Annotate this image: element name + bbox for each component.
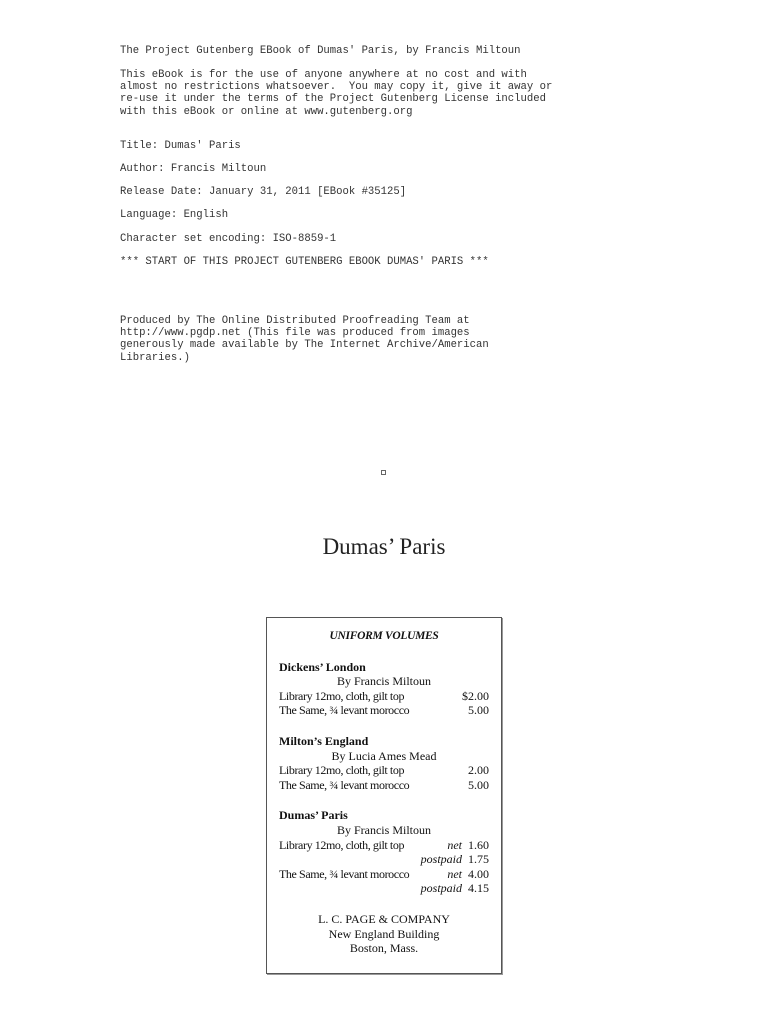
- price-qualifier: net: [447, 837, 462, 852]
- price-value: 5.00: [468, 703, 489, 718]
- header-ebook-line: The Project Gutenberg EBook of Dumas' Paris, by Francis Miltoun: [120, 45, 521, 57]
- publisher-building: New England Building: [328, 926, 440, 941]
- price-qualifier: net: [447, 866, 462, 881]
- volume-entry: [279, 660, 489, 718]
- edition-label: Library 12mo, cloth, gilt top: [279, 763, 405, 778]
- price-row: [279, 689, 489, 704]
- start-marker-line: *** START OF THIS PROJECT GUTENBERG EBOOK DUMAS' PARIS ***: [120, 256, 489, 268]
- meta-title: Title: Dumas' Paris: [120, 140, 241, 152]
- price-value: 1.60: [468, 837, 489, 852]
- volume-title: Dickens’ London: [279, 659, 366, 674]
- edition-label: The Same, ¾ levant morocco: [279, 866, 410, 881]
- price-row: [279, 703, 489, 718]
- meta-language: Language: English: [120, 209, 229, 221]
- publisher-block: [279, 912, 489, 956]
- meta-release-date: Release Date: January 31, 2011 [EBook #35125]: [120, 186, 407, 198]
- price-row: [279, 838, 489, 853]
- meta-author: Author: Francis Miltoun: [120, 163, 267, 175]
- box-heading: UNIFORM VOLUMES: [329, 630, 439, 642]
- price-qualifier: postpaid: [420, 852, 462, 867]
- price-row: [279, 867, 489, 882]
- edition-label: The Same, ¾ levant morocco: [279, 703, 410, 718]
- uniform-volumes-box: [266, 617, 502, 974]
- price-row: [279, 852, 489, 867]
- volume-author: By Lucia Ames Mead: [331, 748, 437, 763]
- meta-encoding: Character set encoding: ISO-8859-1: [120, 233, 337, 245]
- volume-author: By Francis Miltoun: [336, 674, 431, 689]
- price-row: [279, 881, 489, 896]
- price-value: 4.00: [468, 866, 489, 881]
- book-title: Dumas’ Paris: [322, 534, 446, 559]
- price-value: 4.15: [468, 881, 489, 896]
- produced-by-paragraph: Produced by The Online Distributed Proofreading Team at http://www.pgdp.net (This file was produced from images generously made available by The Internet Archive/American Libraries.): [120, 315, 489, 364]
- price-row: [279, 763, 489, 778]
- volume-entry: [279, 808, 489, 896]
- price-value: 5.00: [468, 777, 489, 792]
- volume-author: By Francis Miltoun: [336, 822, 431, 837]
- publisher-city: Boston, Mass.: [349, 941, 419, 956]
- license-paragraph: This eBook is for the use of anyone anywhere at no cost and with almost no restrictions whatsoever. You may copy it, give it away or re-use it under the terms of the Project Gutenberg License included with this eBook or online at www.gutenberg.org: [120, 69, 553, 118]
- publisher-name: L. C. PAGE & COMPANY: [318, 911, 450, 926]
- price-value: $2.00: [462, 688, 489, 703]
- price-value: 1.75: [468, 852, 489, 867]
- small-square-glyph: [381, 470, 386, 475]
- edition-label: Library 12mo, cloth, gilt top: [279, 688, 405, 703]
- price-row: [279, 778, 489, 793]
- price-qualifier: postpaid: [420, 881, 462, 896]
- volume-title: Dumas’ Paris: [279, 808, 348, 823]
- volume-entry: [279, 734, 489, 792]
- volume-title: Milton’s England: [279, 733, 369, 748]
- edition-label: Library 12mo, cloth, gilt top: [279, 837, 405, 852]
- price-value: 2.00: [468, 763, 489, 778]
- edition-label: The Same, ¾ levant morocco: [279, 777, 410, 792]
